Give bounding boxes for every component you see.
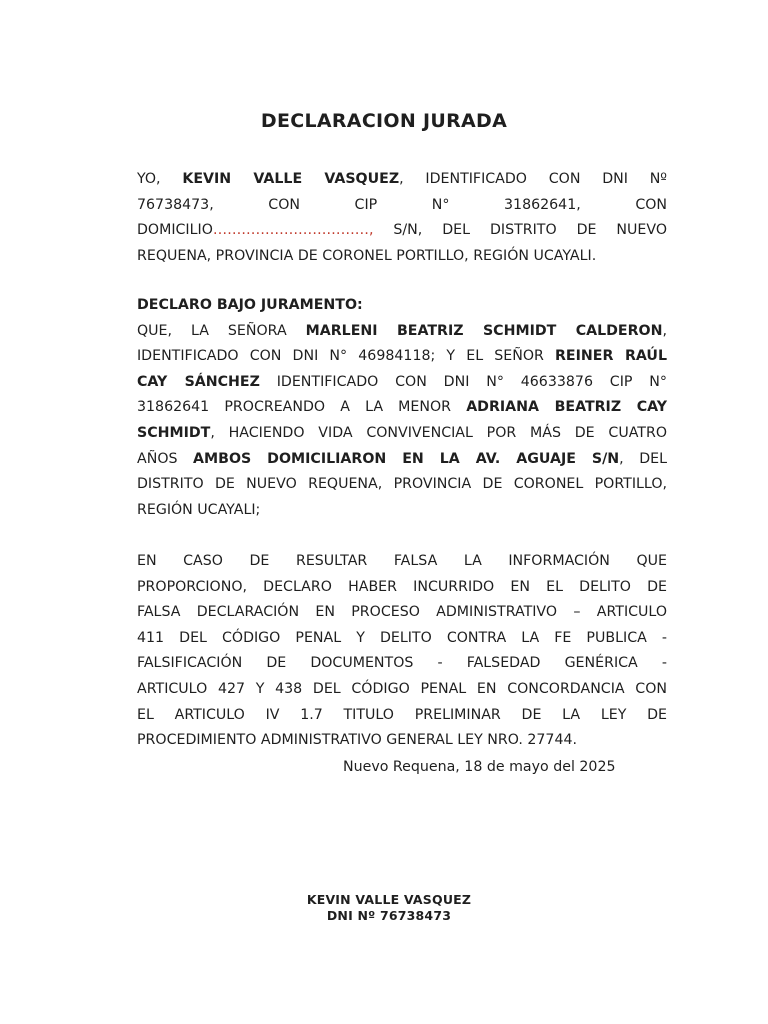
declaration-line-8: REGIÓN UCAYALI;	[137, 501, 261, 518]
address-blank: ……………………………,	[212, 222, 374, 239]
heading-text: DECLARO BAJO JURAMENTO:	[137, 297, 363, 313]
place-date: Nuevo Requena, 18 de mayo del 2025	[343, 759, 616, 775]
text-segment: IDENTIFICADO CON DNI N° 46984118; Y EL SEÑOR	[137, 348, 555, 365]
text-segment: YO,	[137, 171, 183, 187]
signature-block	[0, 892, 768, 924]
person-name: CAY SÁNCHEZ	[137, 373, 260, 390]
text-segment: DOMICILIO	[137, 222, 213, 239]
document-title: DECLARACION JURADA	[260, 110, 508, 132]
person-name: SCHMIDT	[137, 424, 211, 441]
identity-line-4: REQUENA, PROVINCIA DE CORONEL PORTILLO, REGIÓN UCAYALI.	[137, 247, 597, 264]
person-name: MARLENI BEATRIZ SCHMIDT CALDERON	[305, 322, 663, 339]
liability-line-2: PROPORCIONO, DECLARO HABER INCURRIDO EN EL DELITO DE	[137, 578, 667, 595]
identity-line-1	[137, 167, 667, 193]
liability-paragraph	[137, 549, 667, 754]
declaration-paragraph	[137, 293, 667, 523]
declaration-line-5	[137, 421, 667, 447]
declaration-line-1	[137, 319, 667, 345]
text-segment: ,	[662, 322, 667, 339]
signature-name: KEVIN VALLE VASQUEZ	[306, 892, 472, 907]
text-segment: , DEL	[619, 450, 667, 467]
declaration-line-2	[137, 344, 667, 370]
person-name: ADRIANA BEATRIZ CAY	[466, 399, 668, 416]
text-segment: 31862641 PROCREANDO A LA MENOR	[137, 399, 467, 416]
declaration-heading	[137, 293, 667, 319]
identity-line-2: 76738473, CON CIP N° 31862641, CON	[137, 196, 667, 213]
identity-paragraph	[137, 167, 667, 269]
text-segment: S/N, DEL DISTRITO DE NUEVO	[373, 222, 667, 239]
text-segment: , HACIENDO VIDA CONVIVENCIAL POR MÁS DE CUATRO	[210, 424, 667, 441]
person-name: REINER RAÚL	[555, 348, 667, 365]
declaration-line-6	[137, 447, 667, 473]
liability-line-6: ARTICULO 427 Y 438 DEL CÓDIGO PENAL EN CONCORDANCIA CON	[137, 680, 667, 697]
declaration-line-3	[137, 370, 667, 396]
liability-line-4: 411 DEL CÓDIGO PENAL Y DELITO CONTRA LA FE PUBLICA -	[137, 629, 667, 646]
liability-line-1: EN CASO DE RESULTAR FALSA LA INFORMACIÓN QUE	[137, 553, 667, 569]
declarant-name: KEVIN VALLE VASQUEZ	[182, 171, 400, 187]
liability-line-5: FALSIFICACIÓN DE DOCUMENTOS - FALSEDAD GENÉRICA -	[137, 655, 667, 672]
signature-dni: DNI Nº 76738473	[326, 908, 452, 923]
liability-line-3: FALSA DECLARACIÓN EN PROCESO ADMINISTRATIVO – ARTICULO	[137, 604, 667, 621]
text-segment: AÑOS	[137, 450, 194, 467]
text-segment: QUE, LA SEÑORA	[137, 322, 306, 339]
text-segment: , IDENTIFICADO CON DNI Nº	[399, 171, 667, 187]
declaration-line-4	[137, 395, 667, 421]
liability-line-8: PROCEDIMIENTO ADMINISTRATIVO GENERAL LEY NRO. 27744.	[137, 732, 578, 749]
declaration-line-7: DISTRITO DE NUEVO REQUENA, PROVINCIA DE CORONEL PORTILLO,	[137, 476, 667, 493]
liability-line-7: EL ARTICULO IV 1.7 TITULO PRELIMINAR DE LA LEY DE	[137, 706, 667, 723]
text-segment: IDENTIFICADO CON DNI N° 46633876 CIP N°	[259, 373, 667, 390]
identity-line-3	[137, 218, 667, 244]
address-text: AMBOS DOMICILIARON EN LA AV. AGUAJE S/N	[193, 450, 620, 467]
